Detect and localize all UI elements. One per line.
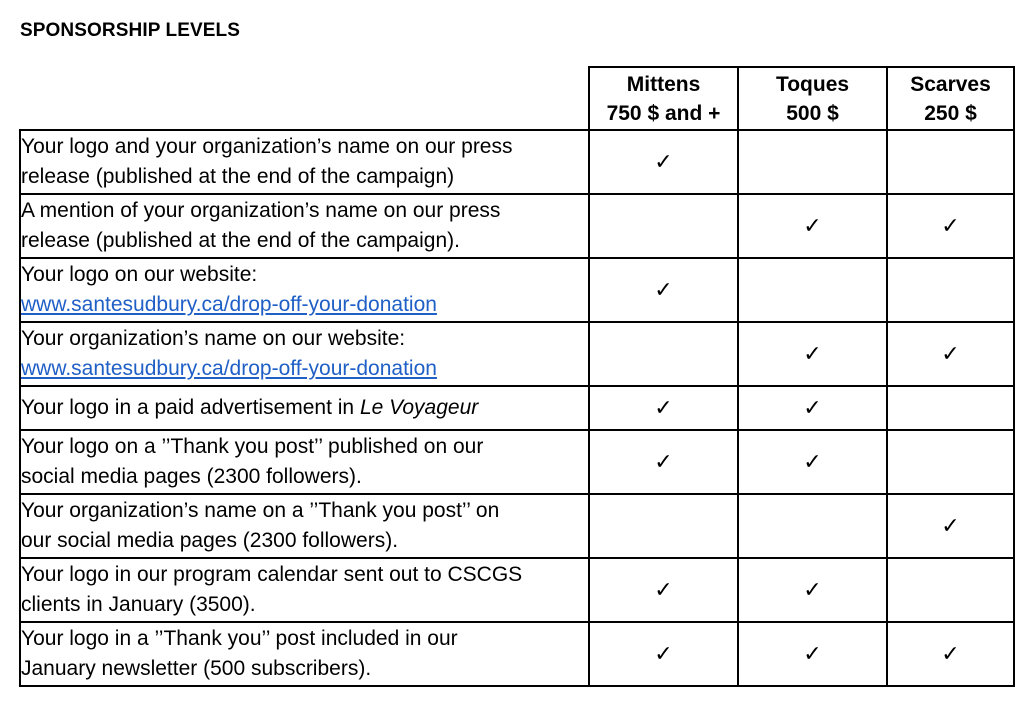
check-icon: ✓ xyxy=(803,577,822,602)
scarves-cell xyxy=(887,130,1014,194)
mittens-cell xyxy=(589,194,738,258)
check-icon: ✓ xyxy=(654,395,673,420)
benefit-line: our social media pages (2300 followers). xyxy=(21,529,399,552)
publication-name: Le Voyageur xyxy=(359,396,479,419)
benefit-line: January newsletter (500 subscribers). xyxy=(21,657,372,680)
mittens-cell xyxy=(589,130,738,194)
toques-cell xyxy=(738,430,887,494)
mittens-cell xyxy=(589,258,738,322)
benefit-line: release (published at the end of the campaign). xyxy=(21,229,460,252)
benefit-line: Your organization’s name on our website: xyxy=(21,327,406,350)
scarves-cell xyxy=(887,622,1014,686)
table-row xyxy=(20,194,1014,258)
toques-cell xyxy=(738,130,887,194)
benefit-line: social media pages (2300 followers). xyxy=(21,465,362,488)
table-header-row xyxy=(20,67,1014,130)
benefit-description xyxy=(20,622,589,686)
empty-header-cell xyxy=(20,67,589,130)
benefit-description xyxy=(20,130,589,194)
benefit-line: Your organization’s name on a ’’Thank you post’’ on xyxy=(21,499,500,522)
check-icon: ✓ xyxy=(803,449,822,474)
level-amount: 750 $ and + xyxy=(606,101,721,125)
table-row xyxy=(20,130,1014,194)
mittens-cell xyxy=(589,494,738,558)
benefit-line: Your logo in a paid advertisement in xyxy=(21,396,360,419)
level-name: Toques xyxy=(775,72,850,96)
scarves-cell xyxy=(887,194,1014,258)
check-icon: ✓ xyxy=(803,213,822,238)
benefit-line: Your logo on our website: xyxy=(21,263,258,286)
benefit-description xyxy=(20,430,589,494)
sponsorship-table xyxy=(19,66,1015,687)
check-icon: ✓ xyxy=(803,341,822,366)
table-row xyxy=(20,322,1014,386)
benefit-description xyxy=(20,258,589,322)
level-name: Mittens xyxy=(626,72,701,96)
table-row xyxy=(20,622,1014,686)
check-icon: ✓ xyxy=(654,277,673,302)
scarves-cell xyxy=(887,258,1014,322)
toques-cell xyxy=(738,494,887,558)
check-icon: ✓ xyxy=(803,641,822,666)
mittens-cell xyxy=(589,430,738,494)
website-link[interactable]: www.santesudbury.ca/drop-off-your-donation xyxy=(21,357,437,380)
table-row xyxy=(20,430,1014,494)
toques-cell xyxy=(738,558,887,622)
scarves-cell xyxy=(887,558,1014,622)
scarves-cell xyxy=(887,386,1014,430)
check-icon: ✓ xyxy=(941,341,960,366)
check-icon: ✓ xyxy=(941,641,960,666)
page-title: SPONSORSHIP LEVELS xyxy=(20,20,241,41)
check-icon: ✓ xyxy=(803,395,822,420)
scarves-cell xyxy=(887,494,1014,558)
table-row xyxy=(20,386,1014,430)
toques-cell xyxy=(738,258,887,322)
scarves-cell xyxy=(887,430,1014,494)
table-row xyxy=(20,558,1014,622)
level-header-scarves xyxy=(887,67,1014,130)
benefit-line: Your logo and your organization’s name on our press xyxy=(21,135,513,158)
level-amount: 500 $ xyxy=(786,101,839,125)
level-header-mittens xyxy=(589,67,738,130)
benefit-description xyxy=(20,322,589,386)
toques-cell xyxy=(738,322,887,386)
check-icon: ✓ xyxy=(654,149,673,174)
toques-cell xyxy=(738,386,887,430)
scarves-cell xyxy=(887,322,1014,386)
table-row xyxy=(20,258,1014,322)
mittens-cell xyxy=(589,558,738,622)
benefit-line: release (published at the end of the campaign) xyxy=(21,165,455,188)
toques-cell xyxy=(738,622,887,686)
benefit-line: A mention of your organization’s name on our press xyxy=(21,199,501,222)
benefit-description xyxy=(20,386,589,430)
check-icon: ✓ xyxy=(941,213,960,238)
level-amount: 250 $ xyxy=(924,101,977,125)
benefit-line: Your logo in a ’’Thank you’’ post included in our xyxy=(21,627,458,650)
benefit-line: Your logo on a ’’Thank you post’’ published on our xyxy=(21,435,484,458)
benefit-description xyxy=(20,558,589,622)
table-row xyxy=(20,494,1014,558)
benefit-line: Your logo in our program calendar sent out to CSCGS xyxy=(21,563,523,586)
benefit-description xyxy=(20,194,589,258)
mittens-cell xyxy=(589,622,738,686)
level-name: Scarves xyxy=(910,72,991,96)
check-icon: ✓ xyxy=(654,577,673,602)
check-icon: ✓ xyxy=(654,641,673,666)
benefit-description xyxy=(20,494,589,558)
level-header-toques xyxy=(738,67,887,130)
benefit-line: clients in January (3500). xyxy=(21,593,256,616)
check-icon: ✓ xyxy=(941,513,960,538)
mittens-cell xyxy=(589,386,738,430)
website-link[interactable]: www.santesudbury.ca/drop-off-your-donation xyxy=(21,293,437,316)
check-icon: ✓ xyxy=(654,449,673,474)
mittens-cell xyxy=(589,322,738,386)
toques-cell xyxy=(738,194,887,258)
